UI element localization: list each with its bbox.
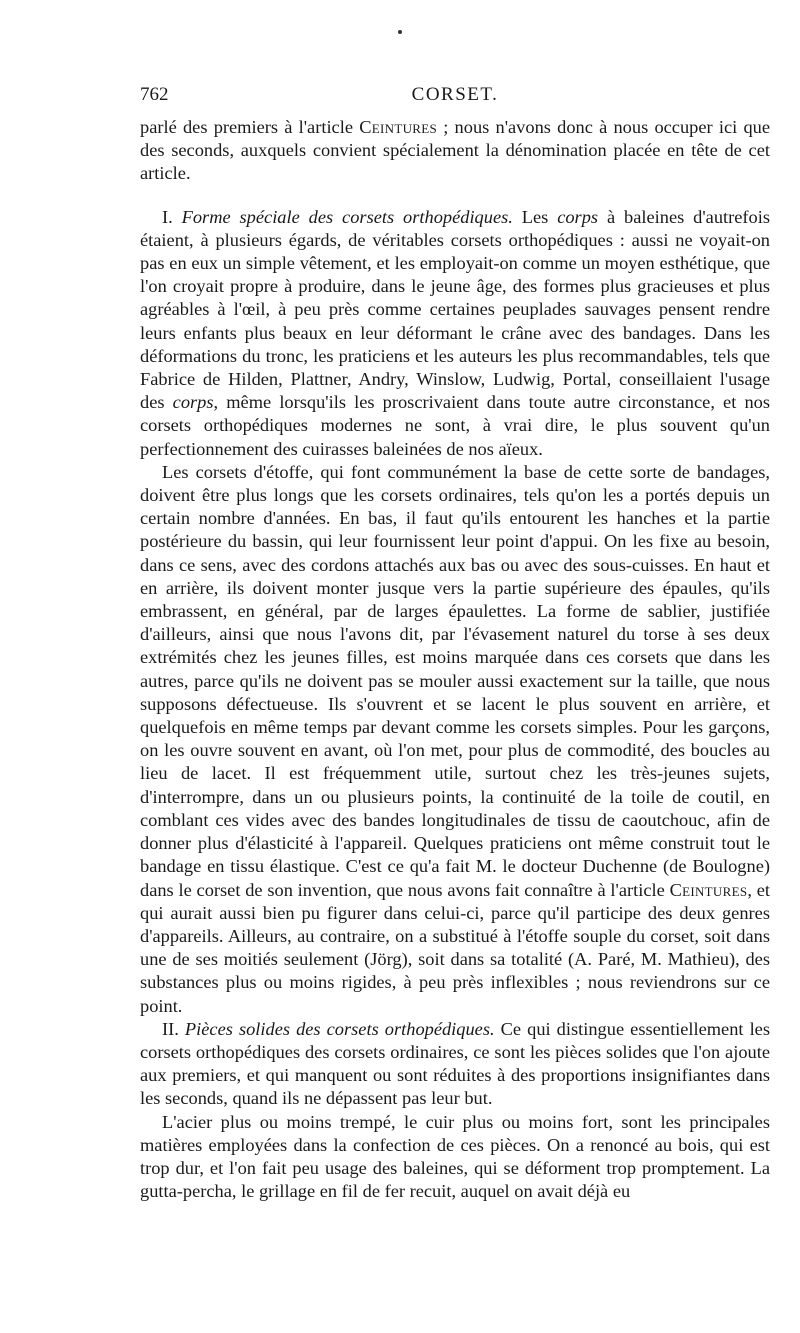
italic-term: corps bbox=[557, 206, 599, 227]
text-run: parlé des premiers à l'article bbox=[140, 117, 360, 137]
paragraph-corsets-etoffe bbox=[140, 461, 770, 1018]
paragraph-materials bbox=[140, 1111, 770, 1204]
section-number: II. bbox=[162, 1018, 185, 1039]
body-text bbox=[140, 116, 770, 1203]
section-paragraph-forme bbox=[140, 206, 770, 461]
text-run: Ce qui distingue essentiellement les corsets orthopédiques des corsets ordinaires, ce sont les pièces solides que l'on ajoute aux premiers, et qui manquent ou sont réduites à des proportions insignifiantes dans les seconds, quand ils ne dépassent pas leur but. bbox=[140, 1018, 770, 1109]
text-run: , même lorsqu'ils les proscrivaient dans toute autre circonstance, et nos corsets orthopédiques modernes ne sont, à vrai dire, le plus souvent qu'un perfectionnement des cuirasses baleinées de nos aïeux. bbox=[140, 392, 770, 459]
text-run: à baleines d'autrefois étaient, à plusieurs égards, de véritables corsets orthopédiques : aussi ne voyait-on pas en eux un simple vêtement, et les employait-on comme un moyen esthétique, que l'on croyait propre à produire, dans le jeune âge, des formes plus gracieuses et plus agréables à l'œil, à peu près comme certaines peuplades sauvages pensent rendre leurs enfants plus beaux en leur déformant le crâne avec des bandages. Dans les déformations du tronc, les praticiens et les auteurs les plus recommandables, tels que Fabrice de Hilden, Plattner, Andry, Winslow, Ludwig, Portal, conseillaient l'usage des bbox=[140, 206, 770, 413]
cross-reference: Ceintures bbox=[669, 879, 748, 900]
text-run: , et qui aurait aussi bien pu figurer dans celui-ci, parce qu'il participe des deux genres d'appareils. Ailleurs, au contraire, on a substitué à l'étoffe souple du corset, soit dans une de ses moitiés seulement (Jörg), soit dans sa totalité (A. Paré, M. Mathieu), des substances plus ou moins rigides, à peu près inflexibles ; nous reviendrons sur ce point. bbox=[140, 879, 771, 1016]
page-header bbox=[140, 84, 770, 110]
text-run: L'acier plus ou moins trempé, le cuir plus ou moins fort, sont les principales matières employées dans la confection de ces pièces. On a renoncé au bois, qui est trop dur, et l'on fait peu usage des baleines, qui se déforment trop promptement. La gutta-percha, le grillage en fil de fer recuit, auquel on avait déjà eu bbox=[140, 1111, 770, 1202]
page-number: 762 bbox=[140, 84, 169, 105]
paragraph-continuation bbox=[140, 116, 770, 186]
ink-speck bbox=[398, 30, 402, 34]
section-heading: Pièces solides des corsets orthopédiques. bbox=[184, 1018, 495, 1039]
section-number: I. bbox=[162, 206, 182, 227]
section-heading: Forme spéciale des corsets orthopédiques. bbox=[181, 206, 513, 227]
running-head: CORSET. bbox=[411, 84, 499, 105]
text-run: Les corsets d'étoffe, qui font communément la base de cette sorte de bandages, doivent être plus longs que les corsets ordinaires, tels qu'on les a portés depuis un certain nombre d'années. En bas, il faut qu'ils entourent les hanches et la partie postérieure du bassin, qui leur fournissent leur point d'appui. On les fixe au besoin, dans ce sens, avec des cordons attachés aux bas ou avec des sous-cuisses. En haut et en arrière, ils doivent monter jusque vers la partie supérieure des épaules, qu'ils embrassent, en général, par de larges épaulettes. La forme de sablier, justifiée d'ailleurs, ainsi que nous l'avons dit, par l'évasement naturel du torse à ses deux extrémités chez les jeunes filles, est moins marquée dans ces corsets que dans les autres, parce qu'ils ne doivent pas se mouler aussi exactement sur la taille, que nous supposons défectueuse. Ils s'ouvrent et se lacent le plus souvent en arrière, et quelquefois en même temps par devant comme les corsets simples. Pour les garçons, on les ouvre souvent en avant, où l'on met, pour plus de commodité, des boucles au lieu de lacet. Il est fréquemment utile, surtout chez les très-jeunes sujets, d'interrompre, dans un ou plusieurs points, la continuité de la toile de coutil, en comblant ces vides avec des bandes longitudinales de tissu de caoutchouc, afin de donner plus d'élasticité à l'appareil. Quelques praticiens ont même construit tout le bandage en tissu élastique. C'est ce qu'a fait M. le docteur Duchenne (de Boulogne) dans le corset de son invention, que nous avons fait connaître à l'article bbox=[140, 461, 770, 900]
text-run: ; nous n'avons donc à nous occuper ici que des seconds, auxquels convient spécialement la dénomination placée en tête de cet article. bbox=[140, 117, 771, 184]
text-run: Les bbox=[512, 206, 558, 227]
section-paragraph-pieces bbox=[140, 1018, 770, 1111]
italic-term: corps bbox=[172, 392, 214, 413]
cross-reference: Ceintures bbox=[359, 117, 438, 137]
